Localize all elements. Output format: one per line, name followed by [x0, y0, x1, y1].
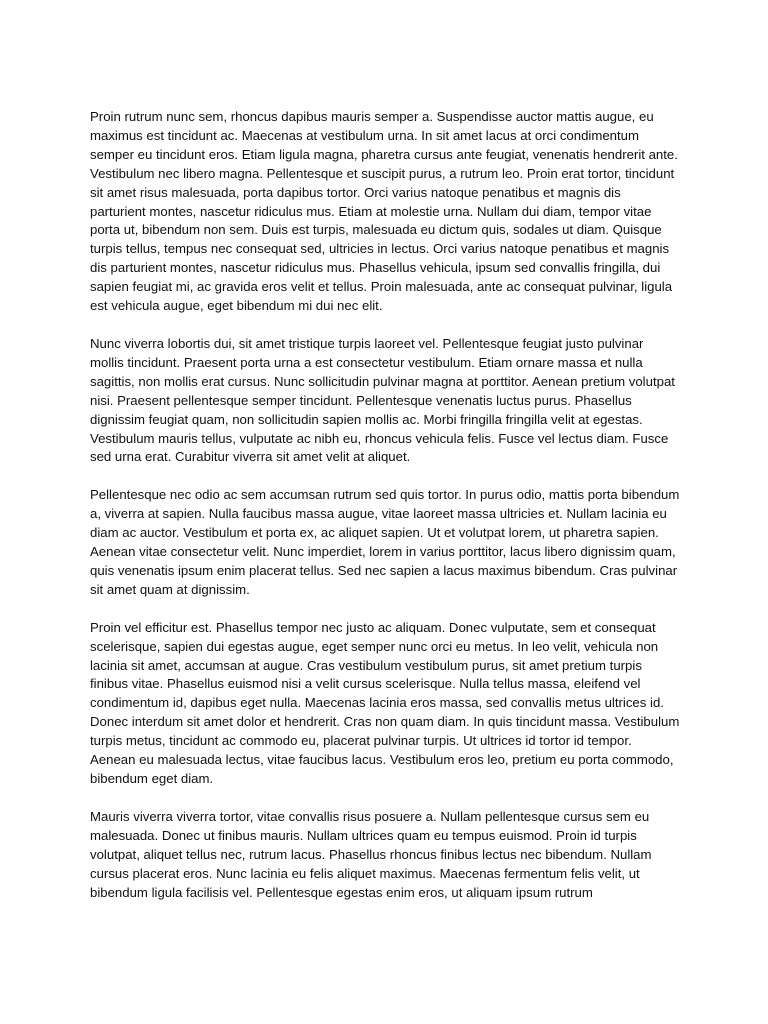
paragraph-3: Pellentesque nec odio ac sem accumsan rutrum sed quis tortor. In purus odio, mattis porta bibendum a, viverra at sapien. Nulla faucibus massa augue, vitae laoreet massa ultricies et. Nullam lacinia eu diam ac auctor. Vestibulum et porta ex, ac aliquet sapien. Ut et volutpat lorem, ut pharetra sapien. Aenean vitae consectetur velit. Nunc imperdiet, lorem in varius porttitor, lacus libero dignissim quam, quis venenatis ipsum enim placerat tellus. Sed nec sapien a lacus maximus bibendum. Cras pulvinar sit amet quam at dignissim.	[90, 487, 680, 597]
paragraph-4: Proin vel efficitur est. Phasellus tempor nec justo ac aliquam. Donec vulputate, sem et consequat scelerisque, sapien dui egestas augue, eget semper nunc orci eu metus. In leo velit, vehicula non lacinia sit amet, accumsan at augue. Cras vestibulum vestibulum purus, sit amet pretium turpis finibus vitae. Phasellus euismod nisi a velit cursus scelerisque. Nulla tellus massa, eleifend vel condimentum id, dapibus eget nulla. Maecenas lacinia eros massa, sed convallis metus ultrices id. Donec interdum sit amet dolor et hendrerit. Cras non quam diam. In quis tincidunt massa. Vestibulum turpis metus, tincidunt ac commodo eu, placerat pulvinar turpis. Ut ultrices id tortor id tempor. Aenean eu malesuada lectus, vitae faucibus lacus. Vestibulum eros leo, pretium eu porta commodo, bibendum eget diam.	[90, 619, 680, 786]
paragraph-5: Mauris viverra viverra tortor, vitae convallis risus posuere a. Nullam pellentesque cursus sem eu malesuada. Donec ut finibus mauris. Nullam ultrices quam eu tempus euismod. Proin id turpis volutpat, aliquet tellus nec, rutrum lacus. Phasellus rhoncus finibus lectus nec bibendum. Nullam cursus placerat eros. Nunc lacinia eu felis aliquet maximus. Maecenas fermentum felis velit, ut bibendum ligula facilisis vel. Pellentesque egestas enim eros, ut aliquam ipsum rutrum	[90, 808, 652, 900]
document-body	[90, 108, 680, 902]
paragraph-1: Proin rutrum nunc sem, rhoncus dapibus mauris semper a. Suspendisse auctor mattis augue, eu maximus est tincidunt ac. Maecenas at vestibulum urna. In sit amet lacus at orci condimentum semper eu tincidunt eros. Etiam ligula magna, pharetra cursus ante feugiat, venenatis hendrerit ante. Vestibulum nec libero magna. Pellentesque et suscipit purus, a rutrum leo. Proin erat tortor, tincidunt sit amet risus malesuada, porta dapibus tortor. Orci varius natoque penatibus et magnis dis parturient montes, nascetur ridiculus mus. Etiam at molestie urna. Nullam dui diam, tempor vitae porta ut, bibendum non sem. Duis est turpis, malesuada eu dictum quis, sodales ut diam. Quisque turpis tellus, tempus nec consequat sed, ultricies in lectus. Orci varius natoque penatibus et magnis dis parturient montes, nascetur ridiculus mus. Phasellus vehicula, ipsum sed convallis fringilla, dui sapien feugiat mi, ac gravida eros velit et tellus. Proin malesuada, ante ac consequat pulvinar, ligula est vehicula augue, eget bibendum mi dui nec elit.	[90, 109, 678, 314]
paragraph-2: Nunc viverra lobortis dui, sit amet tristique turpis laoreet vel. Pellentesque feugiat justo pulvinar mollis tincidunt. Praesent porta urna a est consectetur vestibulum. Etiam ornare massa et nulla sagittis, non mollis erat cursus. Nunc sollicitudin pulvinar magna at porttitor. Aenean pretium volutpat nisi. Praesent pellentesque semper tincidunt. Pellentesque venenatis luctus purus. Phasellus dignissim feugiat quam, non sollicitudin sapien mollis ac. Morbi fringilla fringilla velit at egestas. Vestibulum mauris tellus, vulputate ac nibh eu, rhoncus vehicula felis. Fusce vel lectus diam. Fusce sed urna erat. Curabitur viverra sit amet velit at aliquet.	[90, 335, 675, 465]
